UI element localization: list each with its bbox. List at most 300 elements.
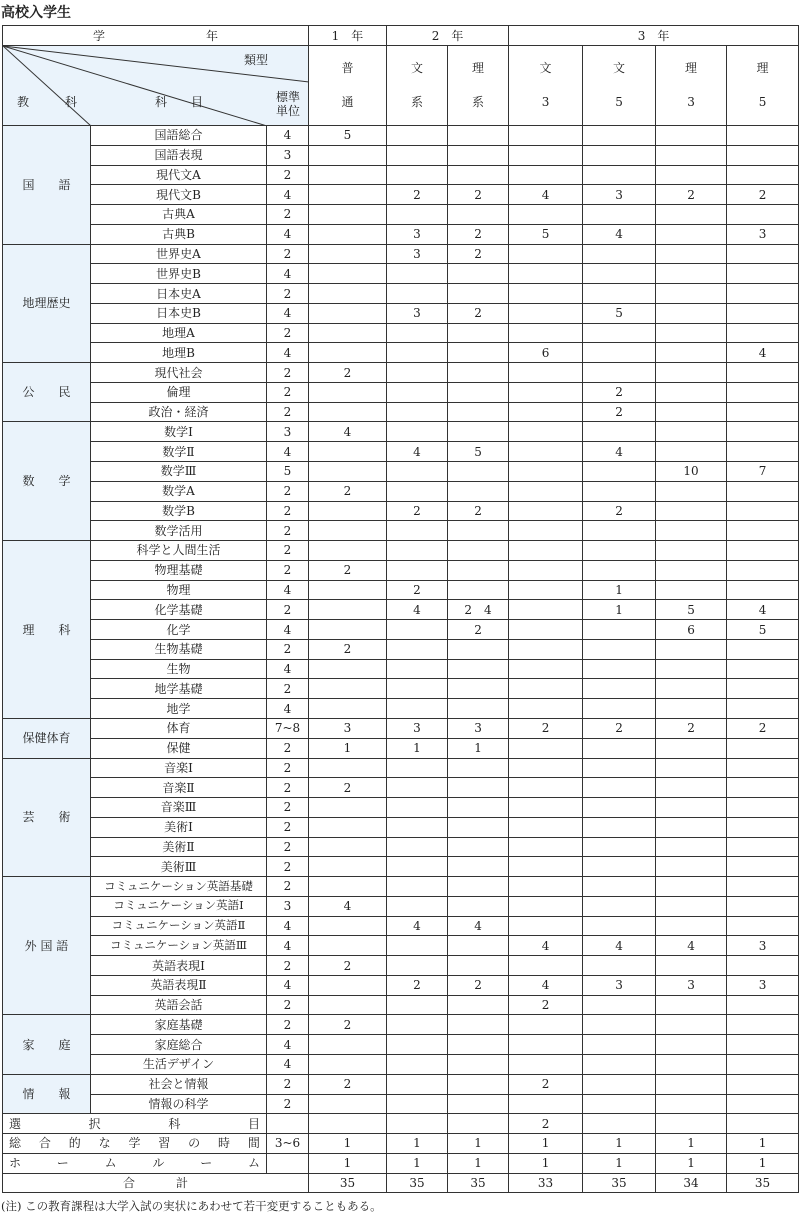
credit-cell xyxy=(727,402,799,422)
credit-cell xyxy=(727,541,799,561)
table-row xyxy=(3,185,799,205)
credit-cell xyxy=(387,758,448,778)
credit-cell xyxy=(727,896,799,916)
credit-cell: 5 xyxy=(656,600,727,620)
table-row xyxy=(3,639,799,659)
standard-units: 2 xyxy=(267,738,309,758)
credit-cell xyxy=(448,422,509,442)
credit-cell xyxy=(656,956,727,976)
table-row xyxy=(3,778,799,798)
subject-name: 化学 xyxy=(91,620,267,640)
table-row xyxy=(3,145,799,165)
credit-cell xyxy=(727,145,799,165)
credit-cell: 2 xyxy=(509,1114,583,1134)
credit-cell xyxy=(309,837,387,857)
credit-cell xyxy=(656,521,727,541)
subject-name: 物理 xyxy=(91,580,267,600)
credit-cell xyxy=(448,165,509,185)
credit-cell: 5 xyxy=(309,126,387,146)
credit-cell xyxy=(387,877,448,897)
credit-cell xyxy=(656,363,727,383)
credit-cell xyxy=(448,323,509,343)
credit-cell xyxy=(448,284,509,304)
credit-cell: 1 xyxy=(583,1153,656,1173)
credit-cell xyxy=(509,303,583,323)
credit-cell xyxy=(309,679,387,699)
credit-cell xyxy=(309,303,387,323)
credit-cell: 1 xyxy=(727,1134,799,1154)
credit-cell: 2 xyxy=(656,185,727,205)
credit-cell xyxy=(509,857,583,877)
credit-cell xyxy=(309,1035,387,1055)
credit-cell: 2 xyxy=(309,778,387,798)
credit-cell xyxy=(448,995,509,1015)
standard-units: 2 xyxy=(267,244,309,264)
credit-cell xyxy=(448,1054,509,1074)
subject-name: 情報の科学 xyxy=(91,1094,267,1114)
standard-units: 2 xyxy=(267,1094,309,1114)
footer-row-label: 総 合 的 な 学 習 の 時 間 xyxy=(3,1134,267,1154)
credit-cell: 5 xyxy=(448,442,509,462)
table-row xyxy=(3,303,799,323)
credit-cell xyxy=(583,1094,656,1114)
credit-cell: 3 xyxy=(727,224,799,244)
credit-cell: 6 xyxy=(509,343,583,363)
credit-cell xyxy=(583,778,656,798)
table-row xyxy=(3,165,799,185)
standard-units: 4 xyxy=(267,343,309,363)
credit-cell xyxy=(656,995,727,1015)
credit-cell xyxy=(727,639,799,659)
standard-units: 4 xyxy=(267,185,309,205)
credit-cell xyxy=(656,422,727,442)
credit-cell xyxy=(509,363,583,383)
credit-cell xyxy=(387,956,448,976)
credit-cell xyxy=(387,639,448,659)
credit-cell xyxy=(387,1015,448,1035)
credit-cell xyxy=(583,521,656,541)
table-row xyxy=(3,244,799,264)
standard-units: 5 xyxy=(267,462,309,482)
credit-cell xyxy=(656,442,727,462)
credit-cell xyxy=(387,323,448,343)
credit-cell xyxy=(309,1054,387,1074)
credit-cell xyxy=(448,481,509,501)
credit-cell xyxy=(448,363,509,383)
credit-cell xyxy=(387,1094,448,1114)
credit-cell xyxy=(448,778,509,798)
credit-cell xyxy=(583,422,656,442)
standard-units: 2 xyxy=(267,382,309,402)
subject-name: 保健 xyxy=(91,738,267,758)
credit-cell xyxy=(509,422,583,442)
credit-cell: 2 xyxy=(309,956,387,976)
credit-cell xyxy=(309,600,387,620)
subject-name: 美術Ⅱ xyxy=(91,837,267,857)
standard-units: 2 xyxy=(267,639,309,659)
credit-cell xyxy=(656,817,727,837)
credit-cell: 2 xyxy=(448,501,509,521)
credit-cell xyxy=(727,560,799,580)
credit-cell xyxy=(509,916,583,936)
subject-name: 国語総合 xyxy=(91,126,267,146)
credit-cell xyxy=(309,877,387,897)
credit-cell xyxy=(387,363,448,383)
credit-cell xyxy=(509,462,583,482)
credit-cell: 5 xyxy=(727,620,799,640)
type-header: 理 5 xyxy=(727,46,799,126)
standard-units: 4 xyxy=(267,442,309,462)
credit-cell xyxy=(583,126,656,146)
credit-cell: 4 xyxy=(583,442,656,462)
standard-units: 2 xyxy=(267,521,309,541)
table-row xyxy=(3,679,799,699)
credit-cell xyxy=(509,1094,583,1114)
credit-cell: 2 xyxy=(509,1074,583,1094)
subject-group-label: 公 民 xyxy=(3,363,91,422)
subject-name: 数学活用 xyxy=(91,521,267,541)
credit-cell xyxy=(309,817,387,837)
credit-cell: 4 xyxy=(727,600,799,620)
credit-cell xyxy=(727,442,799,462)
subject-group-label: 家 庭 xyxy=(3,1015,91,1074)
standard-units: 2 xyxy=(267,205,309,225)
table-row xyxy=(3,521,799,541)
subject-name: 音楽Ⅰ xyxy=(91,758,267,778)
credit-cell xyxy=(727,205,799,225)
credit-cell: 2 xyxy=(387,185,448,205)
credit-cell xyxy=(509,956,583,976)
credit-cell xyxy=(387,817,448,837)
standard-units: 2 xyxy=(267,560,309,580)
credit-cell: 2 xyxy=(309,560,387,580)
credit-cell xyxy=(583,1054,656,1074)
hyoujun-tani-label: 標準 単位 xyxy=(271,90,305,119)
credit-cell xyxy=(727,1054,799,1074)
table-row xyxy=(3,975,799,995)
credit-cell xyxy=(387,145,448,165)
credit-cell xyxy=(309,442,387,462)
table-row xyxy=(3,916,799,936)
type-header: 理 系 xyxy=(448,46,509,126)
subject-group-label: 保健体育 xyxy=(3,718,91,758)
standard-units: 2 xyxy=(267,798,309,818)
standard-units: 4 xyxy=(267,620,309,640)
subject-group-label: 数 学 xyxy=(3,422,91,541)
type-header: 理 3 xyxy=(656,46,727,126)
credit-cell: 1 xyxy=(509,1134,583,1154)
credit-cell xyxy=(727,284,799,304)
credit-cell xyxy=(309,975,387,995)
credit-cell xyxy=(583,916,656,936)
credit-cell xyxy=(509,1015,583,1035)
credit-cell xyxy=(387,699,448,719)
page-title: 高校入学生 xyxy=(1,5,71,21)
kamoku-label: 科 目 xyxy=(155,95,204,109)
credit-cell xyxy=(448,205,509,225)
credit-cell xyxy=(448,857,509,877)
credit-cell xyxy=(509,481,583,501)
credit-cell xyxy=(309,264,387,284)
subject-name: 地学基礎 xyxy=(91,679,267,699)
standard-units: 2 xyxy=(267,165,309,185)
credit-cell: 4 xyxy=(387,442,448,462)
credit-cell: 1 xyxy=(448,1153,509,1173)
credit-cell xyxy=(387,422,448,442)
credit-cell: 4 xyxy=(509,975,583,995)
credit-cell xyxy=(727,323,799,343)
ruikei-label: 類型 xyxy=(243,53,268,67)
table-row xyxy=(3,501,799,521)
standard-units: 7~8 xyxy=(267,718,309,738)
subject-name: 生物 xyxy=(91,659,267,679)
standard-units: 4 xyxy=(267,1035,309,1055)
credit-cell xyxy=(656,402,727,422)
table-row xyxy=(3,600,799,620)
credit-cell xyxy=(656,699,727,719)
subject-name: 地理A xyxy=(91,323,267,343)
credit-cell: 2 xyxy=(448,224,509,244)
credit-cell: 4 xyxy=(387,916,448,936)
credit-cell xyxy=(656,738,727,758)
standard-units: 2 xyxy=(267,956,309,976)
credit-cell: 5 xyxy=(509,224,583,244)
credit-cell xyxy=(583,284,656,304)
credit-cell xyxy=(448,1074,509,1094)
credit-cell xyxy=(387,1054,448,1074)
credit-cell xyxy=(448,343,509,363)
credit-cell: 3 xyxy=(387,224,448,244)
credit-cell: 2 xyxy=(727,185,799,205)
credit-cell: 1 xyxy=(656,1153,727,1173)
year3-header: 3 年 xyxy=(509,26,799,46)
credit-cell xyxy=(509,264,583,284)
credit-cell xyxy=(509,402,583,422)
credit-cell xyxy=(583,264,656,284)
standard-units: 2 xyxy=(267,1074,309,1094)
credit-cell xyxy=(656,639,727,659)
credit-cell: 3 xyxy=(656,975,727,995)
credit-cell xyxy=(448,699,509,719)
credit-cell xyxy=(583,481,656,501)
diagonal-header-cell xyxy=(3,46,309,126)
credit-cell xyxy=(509,896,583,916)
table-row xyxy=(3,1074,799,1094)
credit-cell xyxy=(448,580,509,600)
credit-cell: 2 xyxy=(727,718,799,738)
credit-cell xyxy=(583,1074,656,1094)
credit-cell xyxy=(509,126,583,146)
credit-cell: 1 xyxy=(387,738,448,758)
total-cell: 35 xyxy=(727,1173,799,1193)
standard-units: 2 xyxy=(267,877,309,897)
credit-cell: 3 xyxy=(583,185,656,205)
subject-name: 生物基礎 xyxy=(91,639,267,659)
credit-cell xyxy=(656,1074,727,1094)
table-row xyxy=(3,382,799,402)
credit-cell xyxy=(583,165,656,185)
standard-units: 2 xyxy=(267,284,309,304)
credit-cell xyxy=(387,778,448,798)
footer-row-label: 選 択 科 目 xyxy=(3,1114,267,1134)
credit-cell xyxy=(509,382,583,402)
standard-units: 2 xyxy=(267,600,309,620)
credit-cell: 2 xyxy=(509,995,583,1015)
credit-cell xyxy=(448,798,509,818)
subject-name: 古典A xyxy=(91,205,267,225)
subject-name: 化学基礎 xyxy=(91,600,267,620)
credit-cell xyxy=(509,442,583,462)
standard-units: 4 xyxy=(267,224,309,244)
credit-cell xyxy=(727,877,799,897)
subject-name: 倫理 xyxy=(91,382,267,402)
footer-row-label: 合 計 xyxy=(3,1173,309,1193)
credit-cell xyxy=(656,896,727,916)
credit-cell xyxy=(509,521,583,541)
credit-cell xyxy=(309,659,387,679)
credit-cell xyxy=(656,758,727,778)
credit-cell xyxy=(656,382,727,402)
credit-cell xyxy=(387,837,448,857)
credit-cell xyxy=(309,758,387,778)
credit-cell: 3 xyxy=(387,718,448,738)
table-row xyxy=(3,1173,799,1193)
credit-cell xyxy=(309,402,387,422)
table-row xyxy=(3,481,799,501)
subject-name: 日本史B xyxy=(91,303,267,323)
credit-cell xyxy=(727,126,799,146)
credit-cell: 2 xyxy=(309,1015,387,1035)
credit-cell xyxy=(509,165,583,185)
credit-cell xyxy=(509,323,583,343)
credit-cell xyxy=(583,462,656,482)
credit-cell xyxy=(309,185,387,205)
credit-cell xyxy=(727,264,799,284)
credit-cell xyxy=(448,402,509,422)
subject-name: 古典B xyxy=(91,224,267,244)
credit-cell xyxy=(727,165,799,185)
table-row xyxy=(3,738,799,758)
credit-cell xyxy=(387,896,448,916)
credit-cell xyxy=(656,303,727,323)
credit-cell xyxy=(583,798,656,818)
credit-cell xyxy=(387,620,448,640)
credit-cell: 1 xyxy=(309,1153,387,1173)
subject-name: 生活デザイン xyxy=(91,1054,267,1074)
type-header: 文 3 xyxy=(509,46,583,126)
credit-cell xyxy=(656,580,727,600)
standard-units xyxy=(267,1153,309,1173)
footnote: (注) この教育課程は大学入試の実状にあわせて若干変更することもある。 xyxy=(1,1199,382,1213)
credit-cell xyxy=(309,382,387,402)
credit-cell xyxy=(656,916,727,936)
table-row xyxy=(3,659,799,679)
credit-cell xyxy=(309,343,387,363)
credit-cell xyxy=(387,126,448,146)
credit-cell xyxy=(309,936,387,956)
credit-cell xyxy=(309,224,387,244)
credit-cell xyxy=(583,679,656,699)
credit-cell xyxy=(656,165,727,185)
credit-cell xyxy=(509,798,583,818)
standard-units: 3 xyxy=(267,422,309,442)
credit-cell xyxy=(448,877,509,897)
table-row xyxy=(3,1035,799,1055)
standard-units: 4 xyxy=(267,580,309,600)
credit-cell: 5 xyxy=(583,303,656,323)
table-row xyxy=(3,1054,799,1074)
table-row xyxy=(3,1134,799,1154)
standard-units: 2 xyxy=(267,501,309,521)
credit-cell: 2 xyxy=(583,718,656,738)
credit-cell xyxy=(656,126,727,146)
credit-cell xyxy=(448,956,509,976)
subject-group-label: 外 国 語 xyxy=(3,877,91,1015)
subject-group-label: 国 語 xyxy=(3,126,91,245)
credit-cell xyxy=(509,699,583,719)
credit-cell xyxy=(309,284,387,304)
credit-cell xyxy=(309,205,387,225)
credit-cell: 4 xyxy=(727,343,799,363)
subject-name: 体育 xyxy=(91,718,267,738)
standard-units: 2 xyxy=(267,817,309,837)
table-row xyxy=(3,580,799,600)
credit-cell xyxy=(509,837,583,857)
total-cell: 35 xyxy=(448,1173,509,1193)
credit-cell: 2 xyxy=(448,185,509,205)
credit-cell xyxy=(309,857,387,877)
credit-cell xyxy=(309,1114,387,1134)
credit-cell xyxy=(387,995,448,1015)
credit-cell xyxy=(583,758,656,778)
standard-units: 3 xyxy=(267,145,309,165)
table-row xyxy=(3,205,799,225)
credit-cell xyxy=(448,541,509,561)
credit-cell: 3 xyxy=(309,718,387,738)
subject-name: 科学と人間生活 xyxy=(91,541,267,561)
credit-cell xyxy=(387,659,448,679)
credit-cell xyxy=(387,857,448,877)
credit-cell: 2 xyxy=(309,363,387,383)
subject-name: 社会と情報 xyxy=(91,1074,267,1094)
credit-cell xyxy=(448,1035,509,1055)
standard-units: 4 xyxy=(267,126,309,146)
credit-cell xyxy=(656,284,727,304)
credit-cell xyxy=(727,1074,799,1094)
table-row xyxy=(3,126,799,146)
credit-cell xyxy=(509,817,583,837)
credit-cell xyxy=(387,1035,448,1055)
credit-cell: 2 xyxy=(387,501,448,521)
credit-cell: 1 xyxy=(387,1134,448,1154)
credit-cell xyxy=(309,462,387,482)
credit-cell xyxy=(727,580,799,600)
credit-cell xyxy=(727,758,799,778)
credit-cell xyxy=(309,244,387,264)
subject-name: 現代文B xyxy=(91,185,267,205)
credit-cell xyxy=(509,284,583,304)
credit-cell xyxy=(509,877,583,897)
subject-name: 数学Ⅰ xyxy=(91,422,267,442)
credit-cell: 2 xyxy=(448,303,509,323)
credit-cell xyxy=(509,205,583,225)
table-row xyxy=(3,718,799,738)
standard-units: 4 xyxy=(267,936,309,956)
table-row xyxy=(3,1114,799,1134)
credit-cell xyxy=(387,679,448,699)
table-row xyxy=(3,462,799,482)
table-row xyxy=(3,422,799,442)
